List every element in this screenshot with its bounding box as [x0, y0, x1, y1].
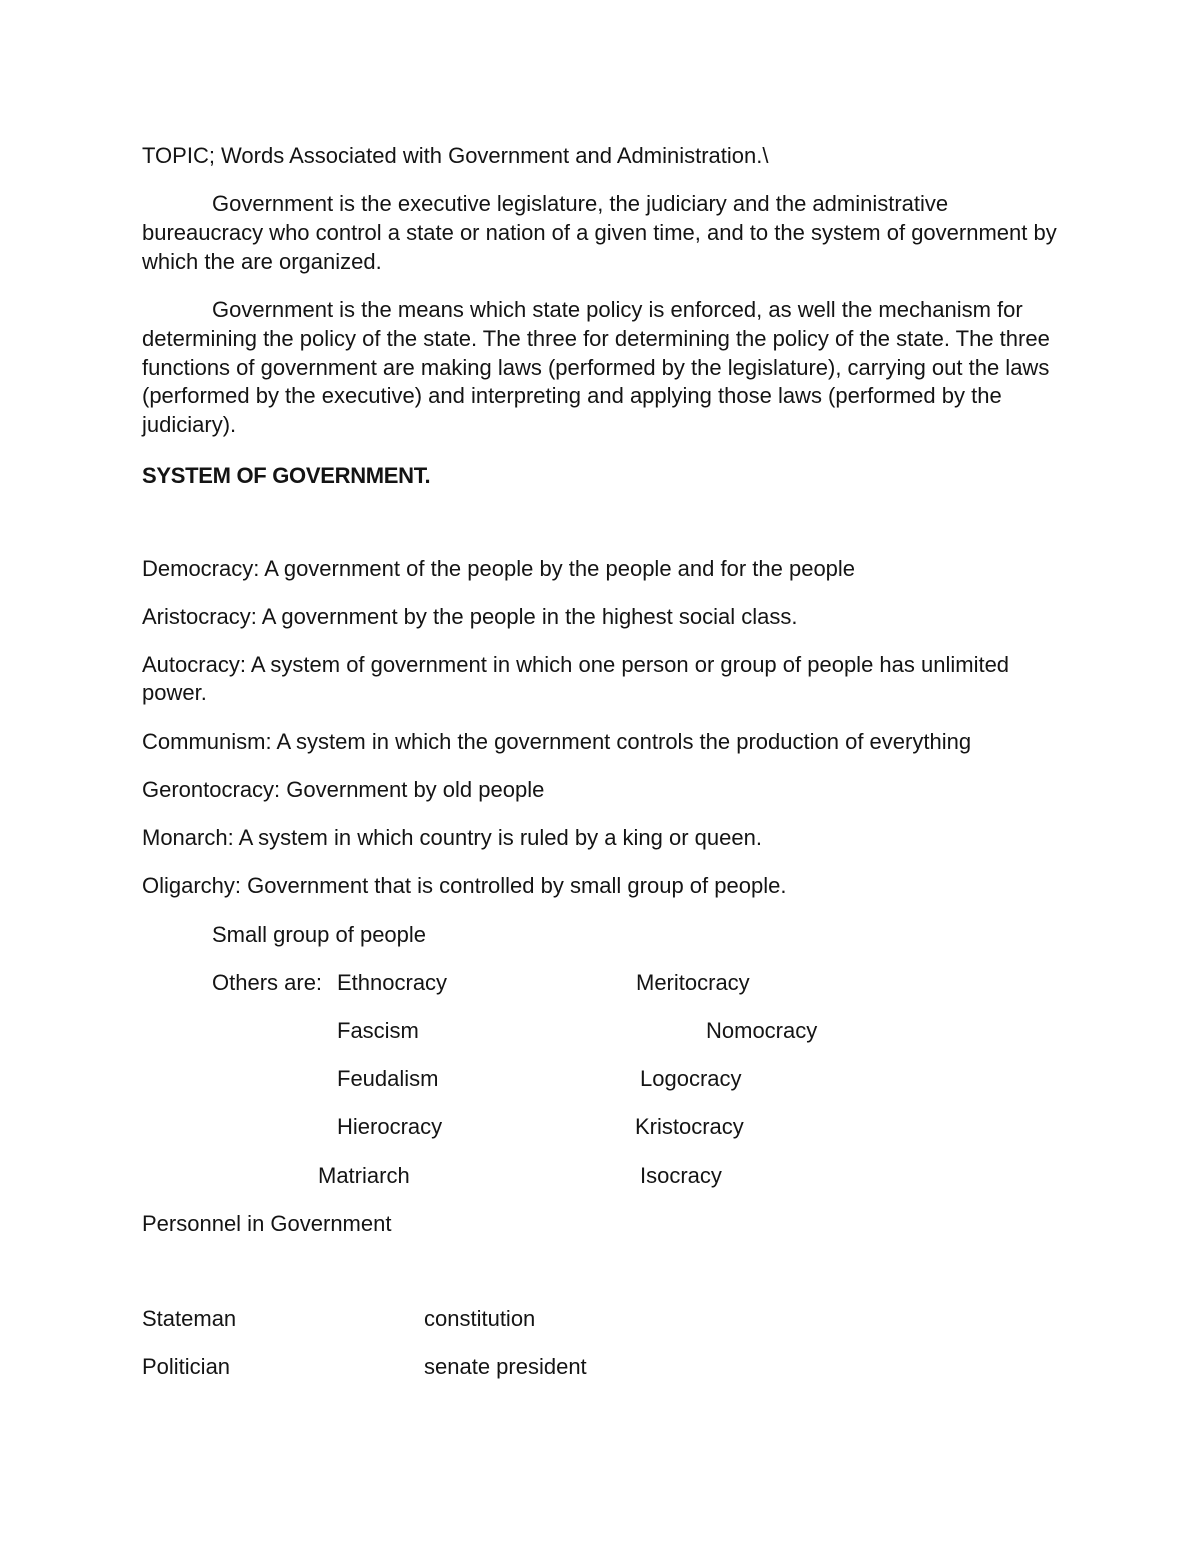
paragraph-2-text: Government is the means which state policy is enforced, as well the mechanism for determining the policy of the state. The three for determining the policy of the state. The three functions of government are making laws (performed by the legislature), carrying out the laws (performed by the executive) and interpreting and applying those laws (performed by the judiciary).	[142, 297, 1050, 438]
topic-line: TOPIC; Words Associated with Government and Administration.\	[142, 143, 769, 168]
paragraph-government-definition	[142, 190, 1072, 276]
personnel-item-senate-president: senate president	[424, 1354, 587, 1379]
others-item-kristocracy: Kristocracy	[635, 1114, 744, 1139]
personnel-item-stateman: Stateman	[142, 1306, 237, 1331]
definition-oligarchy: Oligarchy: Government that is controlled by small group of people.	[142, 873, 787, 898]
personnel-item-constitution: constitution	[424, 1306, 536, 1331]
personnel-heading: Personnel in Government	[142, 1211, 392, 1236]
definition-autocracy: Autocracy: A system of government in which one person or group of people has unlimited power.	[142, 652, 1010, 705]
definition-gerontocracy: Gerontocracy: Government by old people	[142, 777, 545, 802]
small-group-line: Small group of people	[212, 922, 427, 947]
others-item-hierocracy: Hierocracy	[337, 1114, 443, 1139]
others-item-isocracy: Isocracy	[640, 1163, 722, 1188]
section-heading: SYSTEM OF GOVERNMENT.	[142, 463, 431, 488]
personnel-item-politician: Politician	[142, 1354, 231, 1379]
others-item-nomocracy: Nomocracy	[706, 1018, 818, 1043]
paragraph-1-text: Government is the executive legislature, the judiciary and the administrative bureaucracy who control a state or nation of a given time, and to the system of government by which the are organized.	[142, 191, 1057, 274]
others-item-matriarch: Matriarch	[318, 1163, 410, 1188]
others-item-feudalism: Feudalism	[337, 1066, 439, 1091]
definition-democracy: Democracy: A government of the people by the people and for the people	[142, 556, 856, 581]
others-label: Others are:	[212, 970, 323, 995]
others-item-meritocracy: Meritocracy	[636, 970, 750, 995]
definition-communism: Communism: A system in which the government controls the production of everything	[142, 729, 972, 754]
paragraph-government-functions	[142, 296, 1072, 440]
others-item-fascism: Fascism	[337, 1018, 419, 1043]
definition-aristocracy: Aristocracy: A government by the people in the highest social class.	[142, 604, 798, 629]
others-item-logocracy: Logocracy	[640, 1066, 742, 1091]
definition-monarch: Monarch: A system in which country is ruled by a king or queen.	[142, 825, 762, 850]
others-item-ethnocracy: Ethnocracy	[337, 970, 448, 995]
